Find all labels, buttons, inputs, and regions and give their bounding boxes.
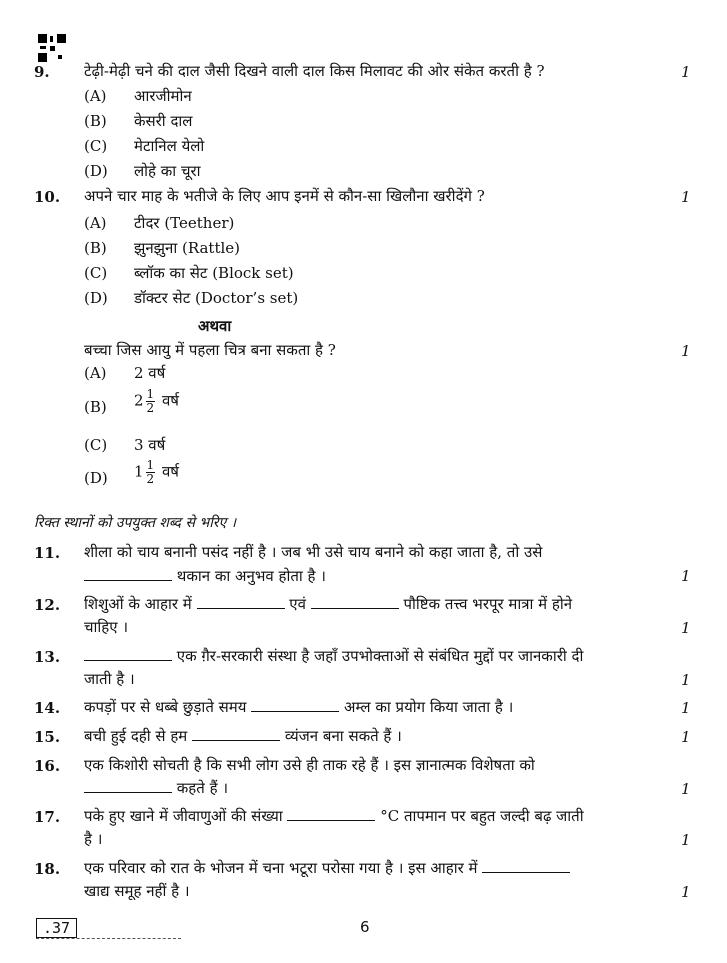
option-label: (A): [84, 87, 107, 105]
question-mark: 1: [681, 831, 691, 849]
question-mark: 1: [681, 63, 691, 81]
question-text: शिशुओं के आहार में: [84, 595, 192, 613]
section-instruction: रिक्त स्थानों को उपयुक्त शब्द से भरिए ।: [34, 515, 237, 531]
fill-blank: [482, 858, 570, 873]
question-text: पौष्टिक तत्त्व भरपूर मात्रा में होने: [403, 595, 573, 613]
question-number: 18.: [34, 860, 61, 878]
fill-blank: [197, 594, 285, 609]
question-number: 15.: [34, 728, 61, 746]
question-text-line1: [84, 857, 570, 880]
question-text-line1: [84, 645, 583, 668]
option-value: झुनझुना (Rattle): [134, 239, 240, 257]
question-number: 9.: [34, 63, 50, 81]
question-mark: 1: [681, 883, 691, 901]
fill-blank: [84, 778, 172, 793]
option-label: (B): [84, 239, 107, 257]
fraction-whole: 1: [134, 462, 144, 481]
option-label: (A): [84, 364, 107, 382]
option-value: आरजीमोन: [134, 87, 192, 105]
question-mark: 1: [681, 699, 691, 717]
question-text: एक किशोरी सोचती है कि सभी लोग उसे ही ताक रहे हैं । इस ज्ञानात्मक विशेषता को: [84, 756, 535, 774]
question-text: बची हुई दही से हम: [84, 727, 188, 745]
question-number: 12.: [34, 596, 61, 614]
question-mark: 1: [681, 619, 691, 637]
question-number: 16.: [34, 757, 61, 775]
question-text: एक परिवार को रात के भोजन में चना भटूरा परोसा गया है । इस आहार में: [84, 859, 478, 877]
paper-code: .37: [36, 918, 77, 938]
fill-blank: [251, 697, 339, 712]
question-number: 14.: [34, 699, 61, 717]
question-text: व्यंजन बना सकते हैं ।: [284, 727, 402, 745]
question-number: 17.: [34, 808, 61, 826]
or-separator: अथवा: [198, 317, 232, 335]
question-mark: 1: [681, 342, 691, 360]
fraction-denominator: 2: [146, 472, 155, 486]
option-label: (D): [84, 469, 108, 487]
question-text: बच्चा जिस आयु में पहला चित्र बना सकता है ?: [84, 341, 336, 359]
question-text-line1: [84, 805, 584, 828]
fill-blank: [287, 806, 375, 821]
question-text-line1: [84, 593, 572, 616]
question-number: 11.: [34, 544, 61, 562]
question-text: °C तापमान पर बहुत जल्दी बढ़ जाती: [380, 807, 584, 825]
question-text-line1: [84, 725, 402, 748]
fraction-numerator: 1: [146, 387, 155, 401]
question-mark: 1: [681, 188, 691, 206]
question-text: टेढ़ी-मेढ़ी चने की दाल जैसी दिखने वाली दाल किस मिलावट की ओर संकेत करती है ?: [84, 62, 545, 80]
question-text: पके हुए खाने में जीवाणुओं की संख्या: [84, 807, 283, 825]
option-value: [134, 388, 179, 415]
question-text-line1: [84, 696, 513, 719]
fill-blank: [84, 566, 172, 581]
option-value: केसरी दाल: [134, 112, 193, 130]
question-text: कहते हैं ।: [176, 779, 229, 797]
option-value: 3 वर्ष: [134, 436, 166, 454]
option-label: (B): [84, 112, 107, 130]
question-text: एवं: [289, 595, 306, 613]
fraction-denominator: 2: [146, 401, 155, 415]
fraction-numerator: 1: [146, 458, 155, 472]
code-underline: [36, 938, 181, 939]
unit-text: वर्ष: [161, 462, 179, 481]
option-label: (C): [84, 137, 108, 155]
option-value: लोहे का चूरा: [134, 162, 201, 180]
question-mark: 1: [681, 567, 691, 585]
option-label: (B): [84, 398, 107, 416]
option-value: ब्लॉक का सेट (Block set): [134, 264, 294, 282]
fraction-whole: 2: [134, 391, 144, 410]
fraction: [146, 388, 156, 415]
question-number: 10.: [34, 188, 61, 206]
question-text-line2: [84, 777, 228, 800]
question-text-line2: [84, 565, 326, 588]
option-value: [134, 459, 179, 486]
question-mark: 1: [681, 671, 691, 689]
question-text: अम्ल का प्रयोग किया जाता है ।: [344, 698, 514, 716]
question-text: चाहिए ।: [84, 618, 129, 636]
option-label: (A): [84, 214, 107, 232]
fill-blank: [84, 646, 172, 661]
option-label: (C): [84, 264, 108, 282]
page-number: 6: [360, 918, 370, 936]
question-text: है ।: [84, 830, 103, 848]
question-number: 13.: [34, 648, 61, 666]
question-text: अपने चार माह के भतीजे के लिए आप इनमें से कौन-सा खिलौना खरीदेंगे ?: [84, 187, 485, 205]
option-label: (D): [84, 289, 108, 307]
unit-text: वर्ष: [161, 391, 179, 410]
qr-code-icon: [38, 34, 66, 62]
option-value: मेटानिल येलो: [134, 137, 205, 155]
fraction: [146, 459, 156, 486]
question-text: एक ग़ैर-सरकारी संस्था है जहाँ उपभोक्ताओं से संबंधित मुद्दों पर जानकारी दी: [176, 647, 584, 665]
option-value: 2 वर्ष: [134, 364, 166, 382]
fill-blank: [192, 726, 280, 741]
question-text: शीला को चाय बनानी पसंद नहीं है । जब भी उसे चाय बनाने को कहा जाता है, तो उसे: [84, 543, 543, 561]
question-text: जाती है ।: [84, 670, 135, 688]
option-value: टीदर (Teether): [134, 214, 235, 232]
fill-blank: [311, 594, 399, 609]
question-text: खाद्य समूह नहीं है ।: [84, 882, 190, 900]
question-mark: 1: [681, 780, 691, 798]
option-label: (C): [84, 436, 108, 454]
question-text: कपड़ों पर से धब्बे छुड़ाते समय: [84, 698, 247, 716]
question-mark: 1: [681, 728, 691, 746]
option-label: (D): [84, 162, 108, 180]
option-value: डॉक्टर सेट (Doctor’s set): [134, 289, 299, 307]
question-text: थकान का अनुभव होता है ।: [176, 567, 326, 585]
